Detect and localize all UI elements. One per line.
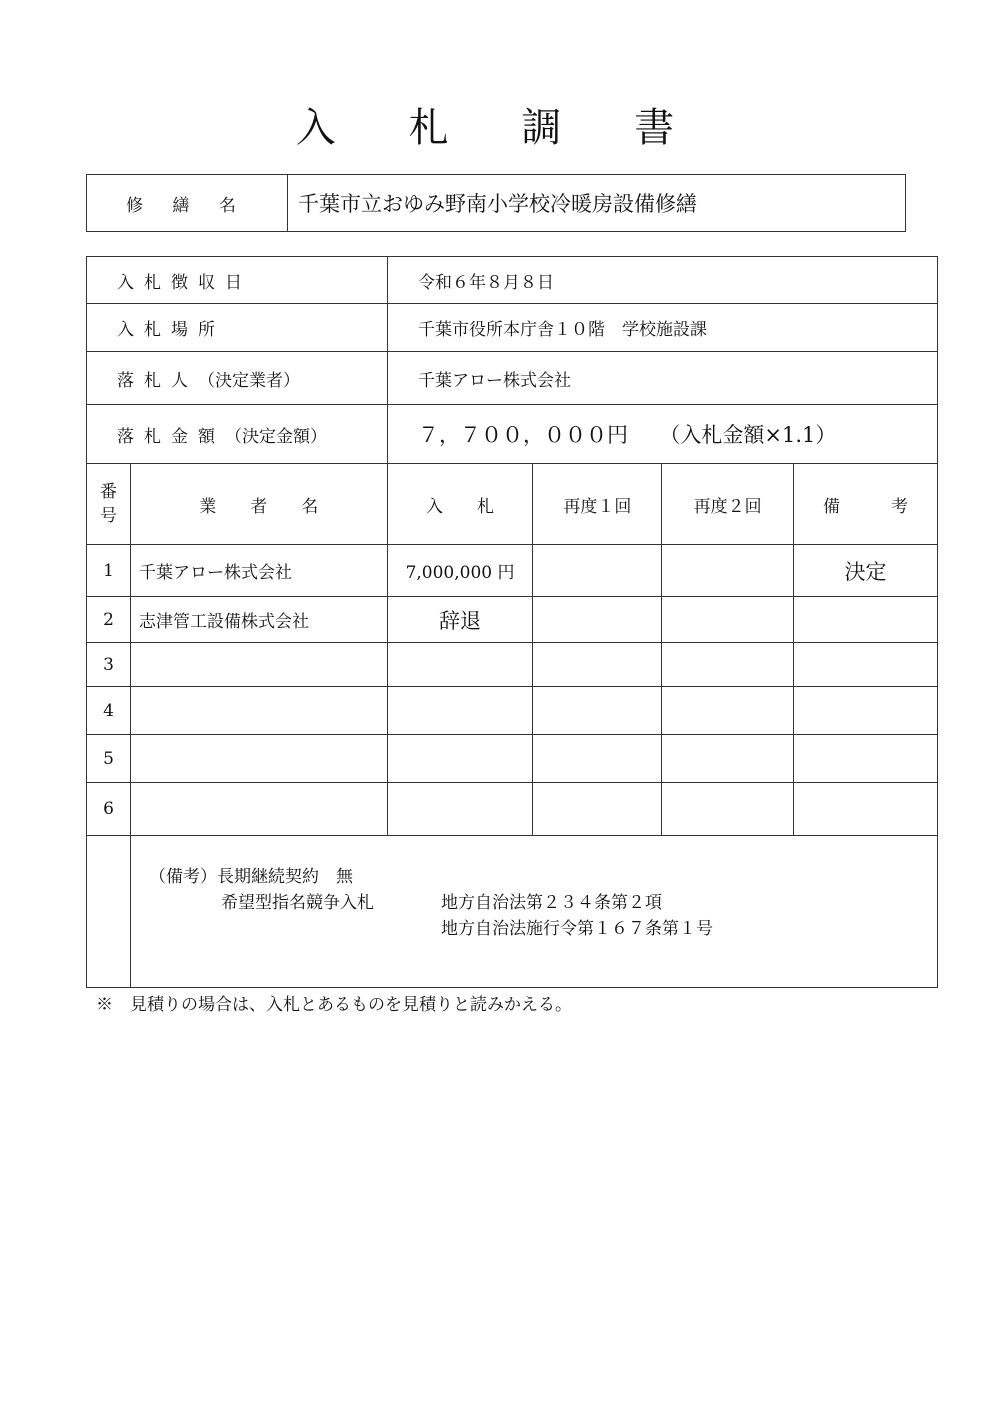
row-rebid2 bbox=[662, 687, 794, 735]
remarks-box bbox=[130, 836, 937, 988]
row-bid bbox=[387, 783, 533, 836]
header-no: 番号 bbox=[87, 464, 131, 545]
row-remarks bbox=[794, 735, 938, 783]
row-bid: 辞退 bbox=[387, 597, 533, 643]
table-row bbox=[87, 783, 938, 836]
row-remarks bbox=[794, 687, 938, 735]
header-company: 業 者 名 bbox=[130, 464, 387, 545]
header-rebid1: 再度１回 bbox=[533, 464, 662, 545]
header-remarks: 備 考 bbox=[794, 464, 938, 545]
document-title: 入 札 調 書 bbox=[295, 105, 705, 151]
table-row bbox=[87, 735, 938, 783]
row-company bbox=[130, 687, 387, 735]
place-value: 千葉市役所本庁舎１０階 学校施設課 bbox=[388, 304, 938, 352]
row-company: 志津管工設備株式会社 bbox=[130, 597, 387, 643]
row-bid bbox=[387, 735, 533, 783]
winner-label: 落札人（決定業者） bbox=[87, 352, 388, 405]
repair-name-label: 修 繕 名 bbox=[87, 175, 288, 232]
row-company bbox=[130, 783, 387, 836]
date-value: 令和６年８月８日 bbox=[388, 257, 938, 304]
repair-name-table bbox=[86, 174, 906, 232]
remarks-law1: 地方自治法第２３４条第２項 bbox=[440, 893, 662, 913]
amount-note: （入札金額×1.1） bbox=[659, 423, 837, 447]
row-no: 5 bbox=[87, 735, 131, 783]
date-label: 入札徴収日 bbox=[87, 257, 388, 304]
header-row bbox=[87, 464, 938, 545]
row-rebid2 bbox=[662, 783, 794, 836]
row-rebid1 bbox=[533, 783, 662, 836]
row-company bbox=[130, 643, 387, 687]
repair-name-value: 千葉市立おゆみ野南小学校冷暖房設備修繕 bbox=[288, 175, 906, 232]
row-rebid1 bbox=[533, 735, 662, 783]
row-bid bbox=[387, 643, 533, 687]
footnote: ※ 見積りの場合は、入札とあるものを見積りと読みかえる。 bbox=[96, 995, 572, 1015]
row-no: 1 bbox=[87, 545, 131, 597]
winner-value: 千葉アロー株式会社 bbox=[388, 352, 938, 405]
row-rebid1 bbox=[533, 597, 662, 643]
table-row bbox=[87, 597, 938, 643]
table-row bbox=[87, 643, 938, 687]
row-remarks: 決定 bbox=[794, 545, 938, 597]
row-rebid1 bbox=[533, 545, 662, 597]
row-remarks bbox=[794, 643, 938, 687]
row-rebid2 bbox=[662, 735, 794, 783]
bid-results-table bbox=[86, 463, 938, 988]
bid-info-table bbox=[86, 256, 938, 464]
table-row bbox=[87, 687, 938, 735]
row-rebid2 bbox=[662, 545, 794, 597]
row-rebid2 bbox=[662, 597, 794, 643]
amount-label: 落札金額（決定金額） bbox=[87, 405, 388, 464]
header-rebid2: 再度２回 bbox=[662, 464, 794, 545]
row-company: 千葉アロー株式会社 bbox=[130, 545, 387, 597]
remarks-law2: 地方自治法施行令第１６７条第１号 bbox=[440, 919, 713, 939]
row-no: 6 bbox=[87, 783, 131, 836]
row-rebid1 bbox=[533, 687, 662, 735]
row-bid bbox=[387, 687, 533, 735]
row-rebid1 bbox=[533, 643, 662, 687]
row-company bbox=[130, 735, 387, 783]
amount-figure: ７，７００，０００円 bbox=[418, 423, 628, 447]
header-bid: 入 札 bbox=[387, 464, 533, 545]
row-no: 4 bbox=[87, 687, 131, 735]
table-row bbox=[87, 545, 938, 597]
remarks-line1: （備考）長期継続契約 無 bbox=[148, 867, 353, 887]
row-bid: 7,000,000 円 bbox=[387, 545, 533, 597]
row-rebid2 bbox=[662, 643, 794, 687]
remarks-spacer bbox=[87, 836, 131, 988]
row-remarks bbox=[794, 783, 938, 836]
row-no: 2 bbox=[87, 597, 131, 643]
remarks-line2: 希望型指名競争入札 bbox=[220, 893, 374, 913]
place-label: 入札場所 bbox=[87, 304, 388, 352]
remarks-row bbox=[87, 836, 938, 988]
amount-value bbox=[388, 405, 938, 464]
row-remarks bbox=[794, 597, 938, 643]
row-no: 3 bbox=[87, 643, 131, 687]
